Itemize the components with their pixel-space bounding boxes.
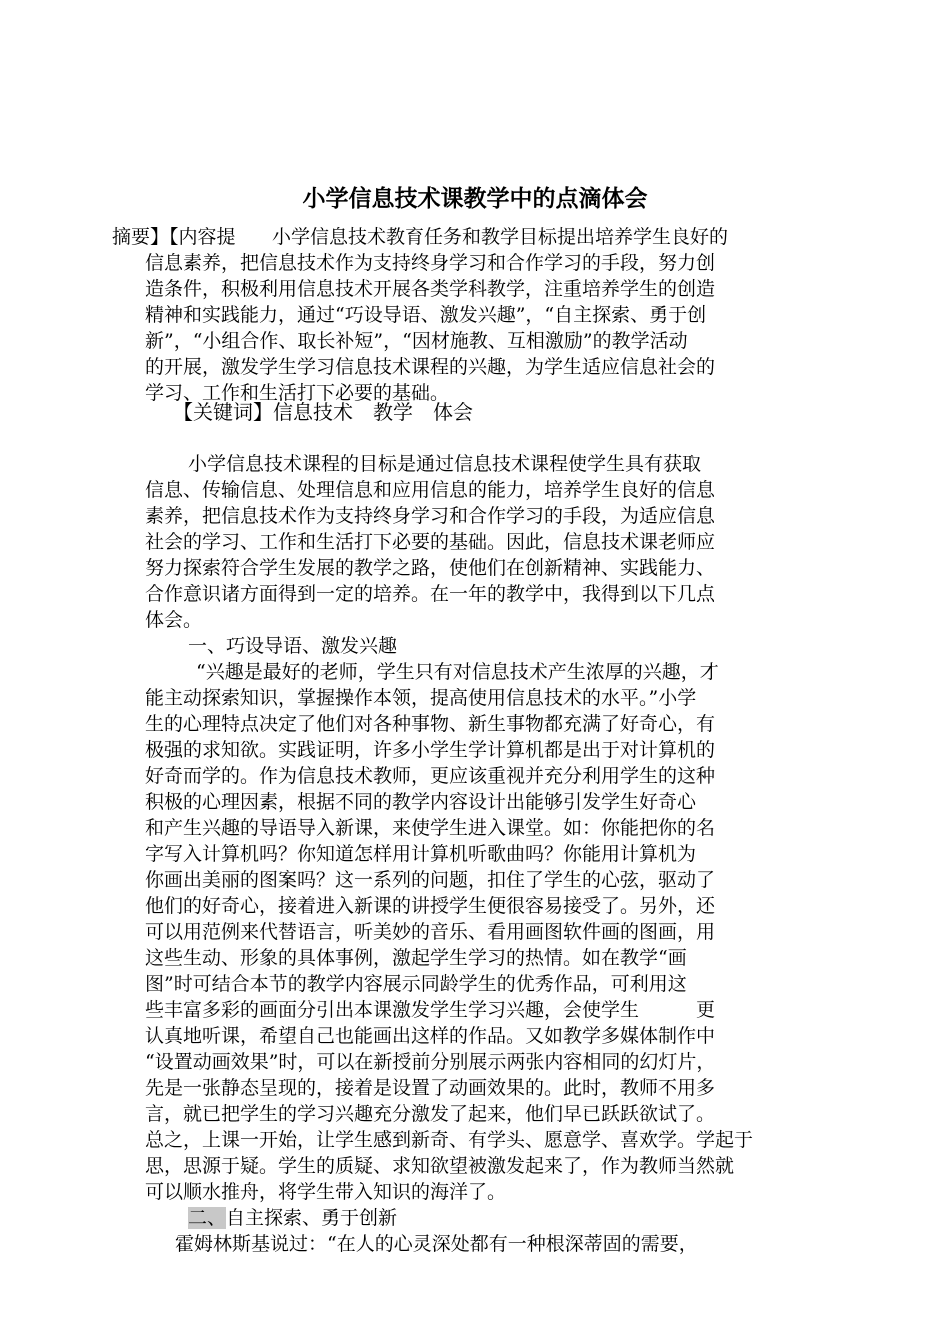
abstract-line: 精神和实践能力，通过“巧设导语、激发兴趣”，“自主探索、勇于创 bbox=[145, 304, 707, 326]
section1-line: 生的心理特点决定了他们对各种事物、新生事物都充满了好奇心，有 bbox=[145, 713, 716, 735]
abstract-line: 信息素养，把信息技术作为支持终身学习和合作学习的手段，努力创 bbox=[145, 252, 716, 274]
intro-line: 社会的学习、工作和生活打下必要的基础。因此，信息技术课老师应 bbox=[145, 531, 716, 553]
section2-line: 霍姆林斯基说过：“在人的心灵深处都有一种根深蒂固的需要， bbox=[175, 1233, 698, 1255]
section-heading-2 bbox=[188, 1205, 397, 1231]
abstract-line: 小学信息技术教育任务和教学目标提出培养学生良好的 bbox=[272, 226, 729, 248]
abstract-line: 学习、工作和生活打下必要的基础。 bbox=[145, 382, 450, 404]
intro-line: 小学信息技术课程的目标是通过信息技术课程使学生具有获取 bbox=[188, 453, 702, 475]
section1-line: 你画出美丽的图案吗？这一系列的问题，扣住了学生的心弦，驱动了 bbox=[145, 869, 716, 891]
section1-line: 和产生兴趣的导语导入新课，来使学生进入课堂。如：你能把你的名 bbox=[145, 817, 716, 839]
section1-line: 可以用范例来代替语言，听美妙的音乐、看用画图软件画的图画，用 bbox=[145, 921, 716, 943]
section1-line: 思，思源于疑。学生的质疑、求知欲望被激发起来了，作为教师当然就 bbox=[145, 1155, 735, 1177]
section1-line: 好奇而学的。作为信息技术教师，更应该重视并充分利用学生的这种 bbox=[145, 765, 716, 787]
section1-line: 能主动探索知识，掌握操作本领，提高使用信息技术的水平。”小学 bbox=[145, 687, 697, 709]
abstract-line: 新”，“小组合作、取长补短”，“因材施教、互相激励”的教学活动 bbox=[145, 330, 688, 352]
section1-line: 认真地听课，希望自己也能画出这样的作品。又如教学多媒体制作中 bbox=[145, 1025, 716, 1047]
section1-line: 他们的好奇心，接着进入新课的讲授学生便很容易接受了。另外，还 bbox=[145, 895, 716, 917]
abstract-label: 摘要】【内容提 bbox=[112, 226, 236, 248]
section1-line: 字写入计算机吗？你知道怎样用计算机听歌曲吗？你能用计算机为 bbox=[145, 843, 697, 865]
document-title: 小学信息技术课教学中的点滴体会 bbox=[302, 186, 648, 212]
section1-line: 先是一张静态呈现的，接着是设置了动画效果的。此时，教师不用多 bbox=[145, 1077, 716, 1099]
intro-line: 素养，把信息技术作为支持终身学习和合作学习的手段，为适应信息 bbox=[145, 505, 716, 527]
section1-line: 些丰富多彩的画面分引出本课激发学生学习兴趣，会使学生 更 bbox=[145, 999, 716, 1021]
abstract-line: 的开展，激发学生学习信息技术课程的兴趣，为学生适应信息社会的 bbox=[145, 356, 716, 378]
abstract-line: 造条件，积极利用信息技术开展各类学科教学，注重培养学生的创造 bbox=[145, 278, 716, 300]
section-heading-2-text: 自主探索、勇于创新 bbox=[226, 1207, 398, 1229]
keywords-line: 【关键词】信息技术 教学 体会 bbox=[173, 400, 473, 424]
section1-line: 总之，上课一开始，让学生感到新奇、有学头、愿意学、喜欢学。学起于 bbox=[145, 1129, 754, 1151]
section1-line: 可以顺水推舟，将学生带入知识的海洋了。 bbox=[145, 1181, 507, 1203]
intro-line: 努力探索符合学生发展的教学之路，使他们在创新精神、实践能力、 bbox=[145, 557, 716, 579]
section1-line: 极强的求知欲。实践证明，许多小学生学计算机都是出于对计算机的 bbox=[145, 739, 716, 761]
section1-line: “兴趣是最好的老师，学生只有对信息技术产生浓厚的兴趣，才 bbox=[196, 661, 719, 683]
section-heading-1: 一、巧设导语、激发兴趣 bbox=[188, 635, 398, 657]
section1-line: 图”时可结合本节的教学内容展示同龄学生的优秀作品，可利用这 bbox=[145, 973, 687, 995]
intro-line: 体会。 bbox=[145, 609, 203, 631]
section1-line: 积极的心理因素，根据不同的教学内容设计出能够引发学生好奇心 bbox=[145, 791, 697, 813]
section1-line: 言，就已把学生的学习兴趣充分激发了起来，他们早已跃跃欲试了。 bbox=[145, 1103, 716, 1125]
intro-line: 信息、传输信息、处理信息和应用信息的能力，培养学生良好的信息 bbox=[145, 479, 716, 501]
highlighted-text: 二、 bbox=[188, 1207, 227, 1229]
intro-line: 合作意识诸方面得到一定的培养。在一年的教学中，我得到以下几点 bbox=[145, 583, 716, 605]
section1-line: 这些生动、形象的具体事例，激起学生学习的热情。如在教学“画 bbox=[145, 947, 687, 969]
section1-line: “设置动画效果”时，可以在新授前分别展示两张内容相同的幻灯片， bbox=[145, 1051, 716, 1073]
